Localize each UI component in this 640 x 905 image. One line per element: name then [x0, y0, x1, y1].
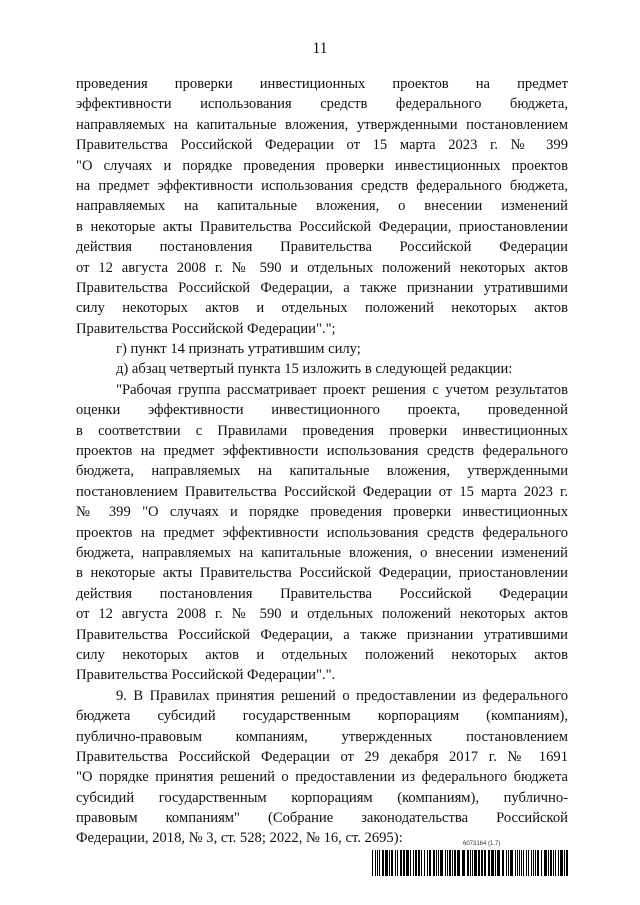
- text-line: бюджета субсидий государственным корпорациям (компаниям),: [76, 708, 568, 725]
- text-line: Правительства Российской Федерации от 15 марта 2023 г. № 399: [76, 137, 568, 154]
- text-line: "Рабочая группа рассматривает проект решения с учетом результатов: [116, 381, 568, 398]
- text-line: действия постановления Правительства Российской Федерации: [76, 585, 568, 602]
- text-line: Правительства Российской Федерации, а также признании утратившими: [76, 626, 568, 643]
- text-line: от 12 августа 2008 г. № 590 и отдельных положений некоторых актов: [76, 606, 568, 623]
- text-line: постановлением Правительства Российской Федерации от 15 марта 2023 г.: [76, 483, 568, 500]
- text-line: оценки эффективности инвестиционного проекта, проведенной: [76, 402, 568, 419]
- text-line: Правительства Российской Федерации".";: [76, 320, 336, 337]
- barcode: [372, 850, 568, 876]
- text-line: от 12 августа 2008 г. № 590 и отдельных положений некоторых актов: [76, 259, 568, 276]
- text-line: г) пункт 14 признать утратившим силу;: [116, 341, 361, 358]
- text-line: направляемых на капитальные вложения, о внесении изменений: [76, 198, 568, 215]
- text-line: № 399 "О случаях и порядке проведения проверки инвестиционных: [76, 504, 568, 521]
- text-line: бюджета, направляемых на капитальные вложения, утвержденными: [76, 463, 568, 480]
- text-line: Правительства Российской Федерации".".: [76, 667, 336, 684]
- text-line: действия постановления Правительства Российской Федерации: [76, 239, 568, 256]
- text-line: на предмет эффективности использования средств федерального бюджета,: [76, 177, 568, 194]
- document-code: 6073164 (1.7): [463, 841, 501, 847]
- text-line: проведения проверки инвестиционных проектов на предмет: [76, 76, 568, 92]
- text-line: 9. В Правилах принятия решений о предоставлении из федерального: [116, 687, 568, 704]
- text-line: Правительства Российской Федерации от 29 декабря 2017 г. № 1691: [76, 748, 568, 765]
- text-line: субсидий государственным корпорациям (компаниям), публично-: [76, 789, 568, 806]
- text-line: публично-правовым компаниям, утвержденных постановлением: [76, 728, 568, 745]
- text-line: в соответствии с Правилами проведения проверки инвестиционных: [76, 422, 568, 439]
- text-line: "О порядке принятия решений о предоставлении из федерального бюджета: [76, 769, 568, 786]
- text-line: правовым компаниям" (Собрание законодательства Российской: [76, 810, 568, 827]
- text-line: бюджета, направляемых на капитальные вложения, о внесении изменений: [76, 544, 568, 561]
- text-line: в некоторые акты Правительства Российской Федерации, приостановлении: [76, 565, 568, 582]
- text-line: направляемых на капитальные вложения, утвержденными постановлением: [76, 116, 568, 133]
- text-line: силу некоторых актов и отдельных положений некоторых актов: [76, 300, 568, 317]
- text-line: проектов на предмет эффективности использования средств федерального: [76, 524, 568, 541]
- text-line: эффективности использования средств федерального бюджета,: [76, 96, 568, 113]
- text-line: Федерации, 2018, № 3, ст. 528; 2022, № 16, ст. 2695):: [76, 830, 403, 847]
- text-line: проектов на предмет эффективности использования средств федерального: [76, 443, 568, 460]
- page-number: 11: [312, 40, 328, 57]
- text-line: Правительства Российской Федерации, а также признании утратившими: [76, 279, 568, 296]
- text-line: д) абзац четвертый пункта 15 изложить в следующей редакции:: [116, 361, 513, 378]
- text-line: силу некоторых актов и отдельных положений некоторых актов: [76, 646, 568, 663]
- document-body: [76, 74, 568, 849]
- text-line: в некоторые акты Правительства Российской Федерации, приостановлении: [76, 218, 568, 235]
- text-line: "О случаях и порядке проведения проверки инвестиционных проектов: [76, 157, 568, 174]
